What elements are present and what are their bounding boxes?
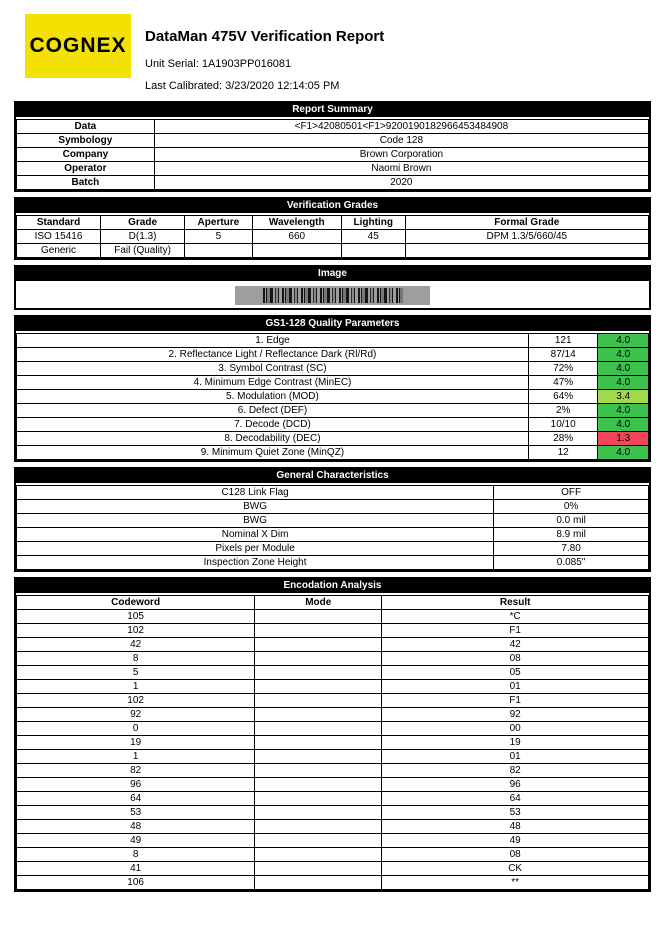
vg-aperture <box>185 244 253 258</box>
table-row <box>17 148 649 162</box>
parameter-value: 64% <box>528 390 598 404</box>
table-row <box>17 486 649 500</box>
table-row <box>17 806 649 820</box>
result-value: F1 <box>382 624 649 638</box>
mode-value <box>255 722 382 736</box>
table-header-row <box>17 216 649 230</box>
mode-value <box>255 778 382 792</box>
table-row <box>17 334 649 348</box>
codeword-value: 64 <box>17 792 255 806</box>
vg-standard: ISO 15416 <box>17 230 101 244</box>
mode-value <box>255 764 382 778</box>
verified-symbol-image-area <box>16 283 649 308</box>
result-value: 96 <box>382 778 649 792</box>
table-row <box>17 848 649 862</box>
parameter-name: 1. Edge <box>17 334 529 348</box>
unit-serial: Unit Serial: 1A1903PP016081 <box>145 58 292 70</box>
vg-lighting <box>341 244 405 258</box>
result-value: 92 <box>382 708 649 722</box>
vg-aperture: 5 <box>185 230 253 244</box>
table-row <box>17 542 649 556</box>
report-summary-title: Report Summary <box>16 102 649 119</box>
column-header-standard: Standard <box>17 216 101 230</box>
column-header-lighting: Lighting <box>341 216 405 230</box>
result-value: 05 <box>382 666 649 680</box>
result-value: 64 <box>382 792 649 806</box>
characteristic-label: Inspection Zone Height <box>17 556 494 570</box>
characteristic-value: 8.9 mil <box>494 528 649 542</box>
quality-parameters-table <box>16 333 649 460</box>
table-row <box>17 230 649 244</box>
result-value: F1 <box>382 694 649 708</box>
mode-value <box>255 638 382 652</box>
mode-value <box>255 820 382 834</box>
encodation-analysis-title: Encodation Analysis <box>16 578 649 595</box>
table-row <box>17 834 649 848</box>
parameter-grade-badge: 4.0 <box>598 362 649 376</box>
characteristic-value: 7.80 <box>494 542 649 556</box>
column-header-wavelength: Wavelength <box>252 216 341 230</box>
vg-lighting: 45 <box>341 230 405 244</box>
codeword-value: 41 <box>17 862 255 876</box>
parameter-grade-badge: 4.0 <box>598 348 649 362</box>
summary-row-label: Symbology <box>17 134 155 148</box>
table-row <box>17 666 649 680</box>
verification-grades-section <box>14 197 651 260</box>
table-row <box>17 500 649 514</box>
table-row <box>17 418 649 432</box>
table-row <box>17 610 649 624</box>
barcode-image-background <box>235 286 430 305</box>
table-row <box>17 348 649 362</box>
mode-value <box>255 862 382 876</box>
column-header-grade: Grade <box>101 216 185 230</box>
codeword-value: 96 <box>17 778 255 792</box>
characteristic-value: 0.0 mil <box>494 514 649 528</box>
encodation-analysis-section <box>14 577 651 892</box>
table-row <box>17 694 649 708</box>
parameter-name: 3. Symbol Contrast (SC) <box>17 362 529 376</box>
cognex-logo <box>25 14 131 78</box>
codeword-value: 42 <box>17 638 255 652</box>
table-row <box>17 432 649 446</box>
characteristic-label: C128 Link Flag <box>17 486 494 500</box>
parameter-grade-badge: 4.0 <box>598 418 649 432</box>
table-row <box>17 134 649 148</box>
codeword-value: 102 <box>17 694 255 708</box>
table-row <box>17 376 649 390</box>
codeword-value: 102 <box>17 624 255 638</box>
cognex-logo-text: COGNEX <box>29 34 127 57</box>
table-row <box>17 750 649 764</box>
parameter-grade-badge: 4.0 <box>598 404 649 418</box>
table-row <box>17 120 649 134</box>
result-value: 08 <box>382 848 649 862</box>
table-row <box>17 404 649 418</box>
codeword-value: 1 <box>17 750 255 764</box>
table-row <box>17 778 649 792</box>
page-title: DataMan 475V Verification Report <box>145 28 385 45</box>
codeword-value: 82 <box>17 764 255 778</box>
parameter-grade-badge: 3.4 <box>598 390 649 404</box>
summary-row-label: Operator <box>17 162 155 176</box>
parameter-grade-badge: 4.0 <box>598 334 649 348</box>
result-value: 82 <box>382 764 649 778</box>
result-value: 42 <box>382 638 649 652</box>
table-row <box>17 244 649 258</box>
result-value: CK <box>382 862 649 876</box>
summary-row-value: Brown Corporation <box>154 148 648 162</box>
table-header-row <box>17 596 649 610</box>
table-row <box>17 176 649 190</box>
parameter-name: 2. Reflectance Light / Reflectance Dark (Rl/Rd) <box>17 348 529 362</box>
codeword-value: 48 <box>17 820 255 834</box>
table-row <box>17 390 649 404</box>
summary-row-value: Code 128 <box>154 134 648 148</box>
mode-value <box>255 806 382 820</box>
mode-value <box>255 792 382 806</box>
parameter-grade-badge: 1.3 <box>598 432 649 446</box>
result-value: 08 <box>382 652 649 666</box>
parameter-value: 12 <box>528 446 598 460</box>
last-calibrated: Last Calibrated: 3/23/2020 12:14:05 PM <box>145 80 340 92</box>
parameter-value: 47% <box>528 376 598 390</box>
vg-grade: D(1.3) <box>101 230 185 244</box>
parameter-value: 2% <box>528 404 598 418</box>
parameter-name: 4. Minimum Edge Contrast (MinEC) <box>17 376 529 390</box>
parameter-grade-badge: 4.0 <box>598 446 649 460</box>
table-row <box>17 764 649 778</box>
result-value: 53 <box>382 806 649 820</box>
parameter-value: 121 <box>528 334 598 348</box>
mode-value <box>255 666 382 680</box>
characteristic-value: 0% <box>494 500 649 514</box>
codeword-value: 105 <box>17 610 255 624</box>
parameter-name: 6. Defect (DEF) <box>17 404 529 418</box>
verification-grades-table <box>16 215 649 258</box>
summary-row-value: Naomi Brown <box>154 162 648 176</box>
parameter-grade-badge: 4.0 <box>598 376 649 390</box>
table-row <box>17 680 649 694</box>
codeword-value: 1 <box>17 680 255 694</box>
vg-formal-grade: DPM 1.3/5/660/45 <box>405 230 648 244</box>
parameter-name: 8. Decodability (DEC) <box>17 432 529 446</box>
codeword-value: 49 <box>17 834 255 848</box>
mode-value <box>255 680 382 694</box>
image-section <box>14 265 651 310</box>
encodation-analysis-table <box>16 595 649 890</box>
quality-parameters-title: GS1-128 Quality Parameters <box>16 316 649 333</box>
codeword-value: 53 <box>17 806 255 820</box>
table-row <box>17 446 649 460</box>
parameter-name: 9. Minimum Quiet Zone (MinQZ) <box>17 446 529 460</box>
codeword-value: 92 <box>17 708 255 722</box>
summary-row-label: Company <box>17 148 155 162</box>
general-characteristics-table <box>16 485 649 570</box>
table-row <box>17 514 649 528</box>
codeword-value: 8 <box>17 848 255 862</box>
table-row <box>17 862 649 876</box>
characteristic-label: Nominal X Dim <box>17 528 494 542</box>
characteristic-label: Pixels per Module <box>17 542 494 556</box>
result-value: ** <box>382 876 649 890</box>
summary-row-label: Batch <box>17 176 155 190</box>
table-row <box>17 736 649 750</box>
general-characteristics-title: General Characteristics <box>16 468 649 485</box>
vg-standard: Generic <box>17 244 101 258</box>
table-row <box>17 652 649 666</box>
vg-grade: Fail (Quality) <box>101 244 185 258</box>
column-header-formal-grade: Formal Grade <box>405 216 648 230</box>
result-value: 48 <box>382 820 649 834</box>
summary-row-value: 2020 <box>154 176 648 190</box>
result-value: 49 <box>382 834 649 848</box>
table-row <box>17 708 649 722</box>
result-value: *C <box>382 610 649 624</box>
parameter-value: 72% <box>528 362 598 376</box>
table-row <box>17 876 649 890</box>
table-row <box>17 556 649 570</box>
image-section-title: Image <box>16 266 649 283</box>
codeword-value: 0 <box>17 722 255 736</box>
result-value: 01 <box>382 680 649 694</box>
parameter-value: 10/10 <box>528 418 598 432</box>
codeword-value: 19 <box>17 736 255 750</box>
characteristic-value: OFF <box>494 486 649 500</box>
mode-value <box>255 834 382 848</box>
parameter-value: 87/14 <box>528 348 598 362</box>
result-value: 00 <box>382 722 649 736</box>
parameter-value: 28% <box>528 432 598 446</box>
mode-value <box>255 876 382 890</box>
vg-formal-grade <box>405 244 648 258</box>
vg-wavelength: 660 <box>252 230 341 244</box>
mode-value <box>255 694 382 708</box>
table-row <box>17 362 649 376</box>
barcode-image <box>263 288 403 303</box>
vg-wavelength <box>252 244 341 258</box>
parameter-name: 5. Modulation (MOD) <box>17 390 529 404</box>
result-value: 01 <box>382 750 649 764</box>
table-row <box>17 722 649 736</box>
table-row <box>17 162 649 176</box>
column-header-result: Result <box>382 596 649 610</box>
report-body <box>14 101 651 897</box>
quality-parameters-section <box>14 315 651 462</box>
codeword-value: 8 <box>17 652 255 666</box>
mode-value <box>255 652 382 666</box>
characteristic-label: BWG <box>17 514 494 528</box>
mode-value <box>255 624 382 638</box>
verification-grades-title: Verification Grades <box>16 198 649 215</box>
table-row <box>17 624 649 638</box>
table-row <box>17 528 649 542</box>
column-header-mode: Mode <box>255 596 382 610</box>
report-summary-section <box>14 101 651 192</box>
table-row <box>17 638 649 652</box>
general-characteristics-section <box>14 467 651 572</box>
parameter-name: 7. Decode (DCD) <box>17 418 529 432</box>
table-row <box>17 820 649 834</box>
mode-value <box>255 750 382 764</box>
summary-row-label: Data <box>17 120 155 134</box>
mode-value <box>255 848 382 862</box>
characteristic-value: 0.085" <box>494 556 649 570</box>
codeword-value: 5 <box>17 666 255 680</box>
mode-value <box>255 610 382 624</box>
report-header <box>145 28 625 102</box>
characteristic-label: BWG <box>17 500 494 514</box>
column-header-codeword: Codeword <box>17 596 255 610</box>
report-summary-table <box>16 119 649 190</box>
mode-value <box>255 708 382 722</box>
table-row <box>17 792 649 806</box>
column-header-aperture: Aperture <box>185 216 253 230</box>
summary-row-value: <F1>42080501<F1>9200190182966453484908 <box>154 120 648 134</box>
codeword-value: 106 <box>17 876 255 890</box>
mode-value <box>255 736 382 750</box>
result-value: 19 <box>382 736 649 750</box>
